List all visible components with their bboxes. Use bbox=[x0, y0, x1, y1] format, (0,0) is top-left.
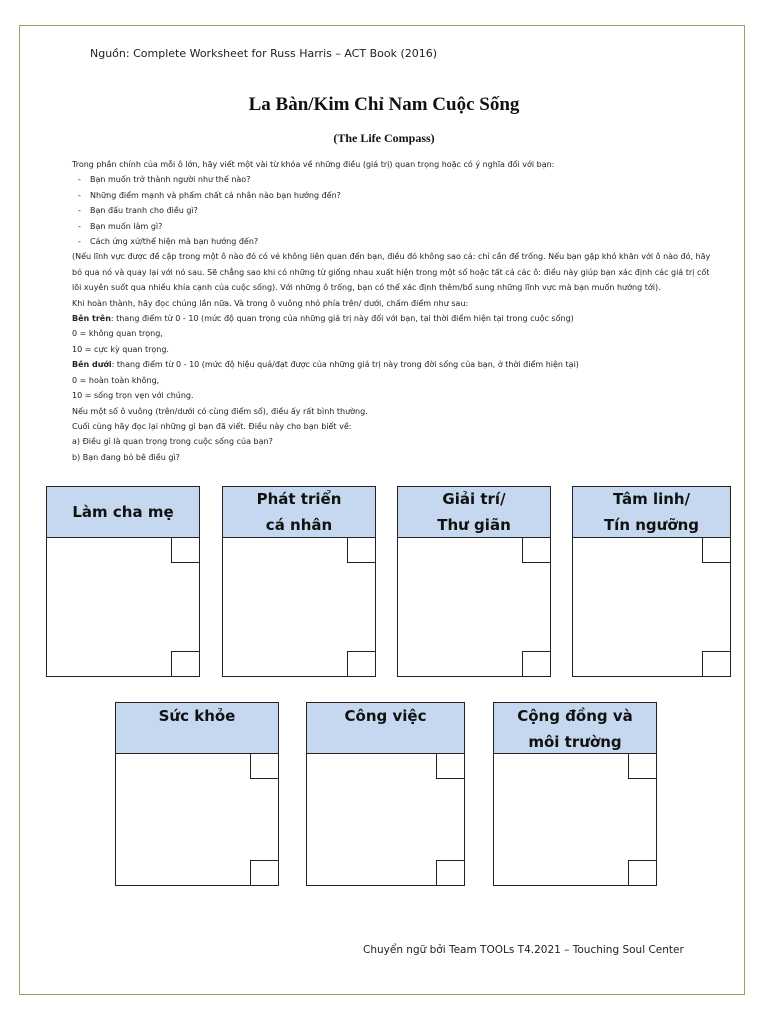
translation-credit: Chuyển ngữ bởi Team TOOLs T4.2021 – Touching Soul Center bbox=[363, 944, 684, 956]
domain-card-personal-growth bbox=[222, 486, 376, 677]
domain-card-leisure bbox=[397, 486, 551, 677]
page-title: La Bàn/Kim Chỉ Nam Cuộc Sống bbox=[248, 94, 520, 115]
domain-card-header bbox=[572, 486, 731, 538]
importance-score-box[interactable] bbox=[628, 753, 657, 779]
importance-score-box[interactable] bbox=[250, 753, 279, 779]
bottom-scale-zero: 0 = hoàn toàn không, bbox=[72, 375, 160, 385]
domain-title-line1: Cộng đồng và bbox=[517, 707, 633, 725]
bullet-item: - Bạn muốn làm gì? bbox=[72, 219, 720, 234]
domain-title-line1: Công việc bbox=[344, 707, 427, 725]
page-subtitle: (The Life Compass) bbox=[333, 131, 435, 145]
domain-writing-area[interactable] bbox=[115, 754, 279, 886]
bullet-item: - Những điểm mạnh và phẩm chất cá nhân nào bạn hướng đến? bbox=[72, 188, 720, 203]
domain-title-line1: Giải trí/ bbox=[442, 490, 506, 508]
top-scale-ten: 10 = cực kỳ quan trọng. bbox=[72, 344, 169, 354]
instructions-note: (Nếu lĩnh vực được đề cập trong một ô nào đó có vẻ không liên quan đến bạn, điều đó không sao cả: chỉ cần để trống. Nếu bạn gặp khó khăn với ô nào đó, hãy bỏ qua nó và quay lại với nó sau. Sẽ chẳng sao khi có những từ giống nhau xuất hiện trong một số hoặc tất cả các ô: điều này giúp bạn xác định các giá trị cốt lõi xuyên suốt qua nhiều khía cạnh của cuộc sống). Với những ô trống, bạn có thể xác định thêm/bổ sung những lĩnh vực mà bạn muốn hướng tới). bbox=[72, 252, 711, 293]
instructions-intro: Trong phần chính của mỗi ô lớn, hãy viết một vài từ khóa về những điều (giá trị) quan trọng hoặc có ý nghĩa đối với bạn: bbox=[72, 160, 555, 169]
domain-title-line1: Làm cha mẹ bbox=[72, 503, 174, 521]
top-scale-label: Bên trên bbox=[72, 314, 111, 324]
effectiveness-score-box[interactable] bbox=[522, 651, 551, 677]
domain-card-header bbox=[46, 486, 200, 538]
bottom-scale-label: Bên dưới bbox=[72, 360, 112, 370]
domain-card-spirituality bbox=[572, 486, 731, 677]
bullet-item: - Bạn muốn trở thành người như thế nào? bbox=[72, 172, 720, 187]
importance-score-box[interactable] bbox=[171, 537, 200, 563]
importance-score-box[interactable] bbox=[522, 537, 551, 563]
domain-card-header bbox=[222, 486, 376, 538]
bottom-scale-ten: 10 = sống trọn vẹn với chúng. bbox=[72, 391, 194, 401]
top-scale-text: : thang điểm từ 0 - 10 (mức độ quan trọng của những giá trị này đối với bạn, tại thời điểm hiện tại trong cuộc sống) bbox=[110, 314, 574, 324]
empty-note: Nếu một số ô vuông (trên/dưới có cùng điểm số), điều ấy rất bình thường. bbox=[72, 406, 368, 416]
domain-title-line1: Phát triển bbox=[256, 490, 342, 508]
domain-title-line2: Thư giãn bbox=[437, 516, 511, 534]
domain-card-header bbox=[493, 702, 657, 754]
finally-text: Cuối cùng hãy đọc lại những gì bạn đã viết. Điều này cho bạn biết về: bbox=[72, 421, 352, 431]
domain-card-header bbox=[397, 486, 551, 538]
instructions-when-done: Khi hoàn thành, hãy đọc chúng lần nữa. Và trong ô vuông nhỏ phía trên/ dưới, chấm điểm như sau: bbox=[72, 298, 469, 308]
domain-writing-area[interactable] bbox=[397, 538, 551, 677]
effectiveness-score-box[interactable] bbox=[628, 860, 657, 886]
importance-score-box[interactable] bbox=[702, 537, 731, 563]
domain-card-health bbox=[115, 702, 279, 886]
effectiveness-score-box[interactable] bbox=[171, 651, 200, 677]
domain-title-line1: Tâm linh/ bbox=[612, 490, 691, 508]
effectiveness-score-box[interactable] bbox=[250, 860, 279, 886]
domain-card-header bbox=[306, 702, 465, 754]
effectiveness-score-box[interactable] bbox=[436, 860, 465, 886]
instructions-bullets bbox=[72, 172, 720, 249]
domain-title-line2: môi trường bbox=[528, 733, 622, 751]
bullet-item: - Bạn đấu tranh cho điều gì? bbox=[72, 203, 720, 218]
domain-title-line2: cá nhân bbox=[265, 516, 333, 534]
domain-writing-area[interactable] bbox=[46, 538, 200, 677]
domain-writing-area[interactable] bbox=[493, 754, 657, 886]
domain-card-community bbox=[493, 702, 657, 886]
domain-title-line2: Tín ngưỡng bbox=[603, 516, 700, 534]
top-scale-zero: 0 = không quan trọng, bbox=[72, 329, 163, 339]
source-line: Nguồn: Complete Worksheet for Russ Harris – ACT Book (2016) bbox=[90, 47, 438, 60]
effectiveness-score-box[interactable] bbox=[347, 651, 376, 677]
bullet-item: - Cách ứng xử/thể hiện mà bạn hướng đến? bbox=[72, 234, 720, 249]
domain-card-header bbox=[115, 702, 279, 754]
domain-title-line1: Sức khỏe bbox=[158, 707, 236, 725]
question-b: b) Bạn đang bỏ bê điều gì? bbox=[72, 452, 180, 462]
domain-card-parenting bbox=[46, 486, 200, 677]
domain-writing-area[interactable] bbox=[222, 538, 376, 677]
domain-writing-area[interactable] bbox=[306, 754, 465, 886]
bottom-scale-text: : thang điểm từ 0 - 10 (mức độ hiệu quả/đạt được của những giá trị này trong đời sống của bạn, ở thời điểm hiện tại) bbox=[111, 360, 579, 370]
effectiveness-score-box[interactable] bbox=[702, 651, 731, 677]
domain-writing-area[interactable] bbox=[572, 538, 731, 677]
top-scale bbox=[72, 311, 720, 326]
importance-score-box[interactable] bbox=[347, 537, 376, 563]
bottom-scale bbox=[72, 357, 720, 372]
question-a: a) Điều gì là quan trọng trong cuộc sống của bạn? bbox=[72, 437, 273, 447]
domain-card-work bbox=[306, 702, 465, 886]
instructions bbox=[72, 157, 720, 465]
importance-score-box[interactable] bbox=[436, 753, 465, 779]
